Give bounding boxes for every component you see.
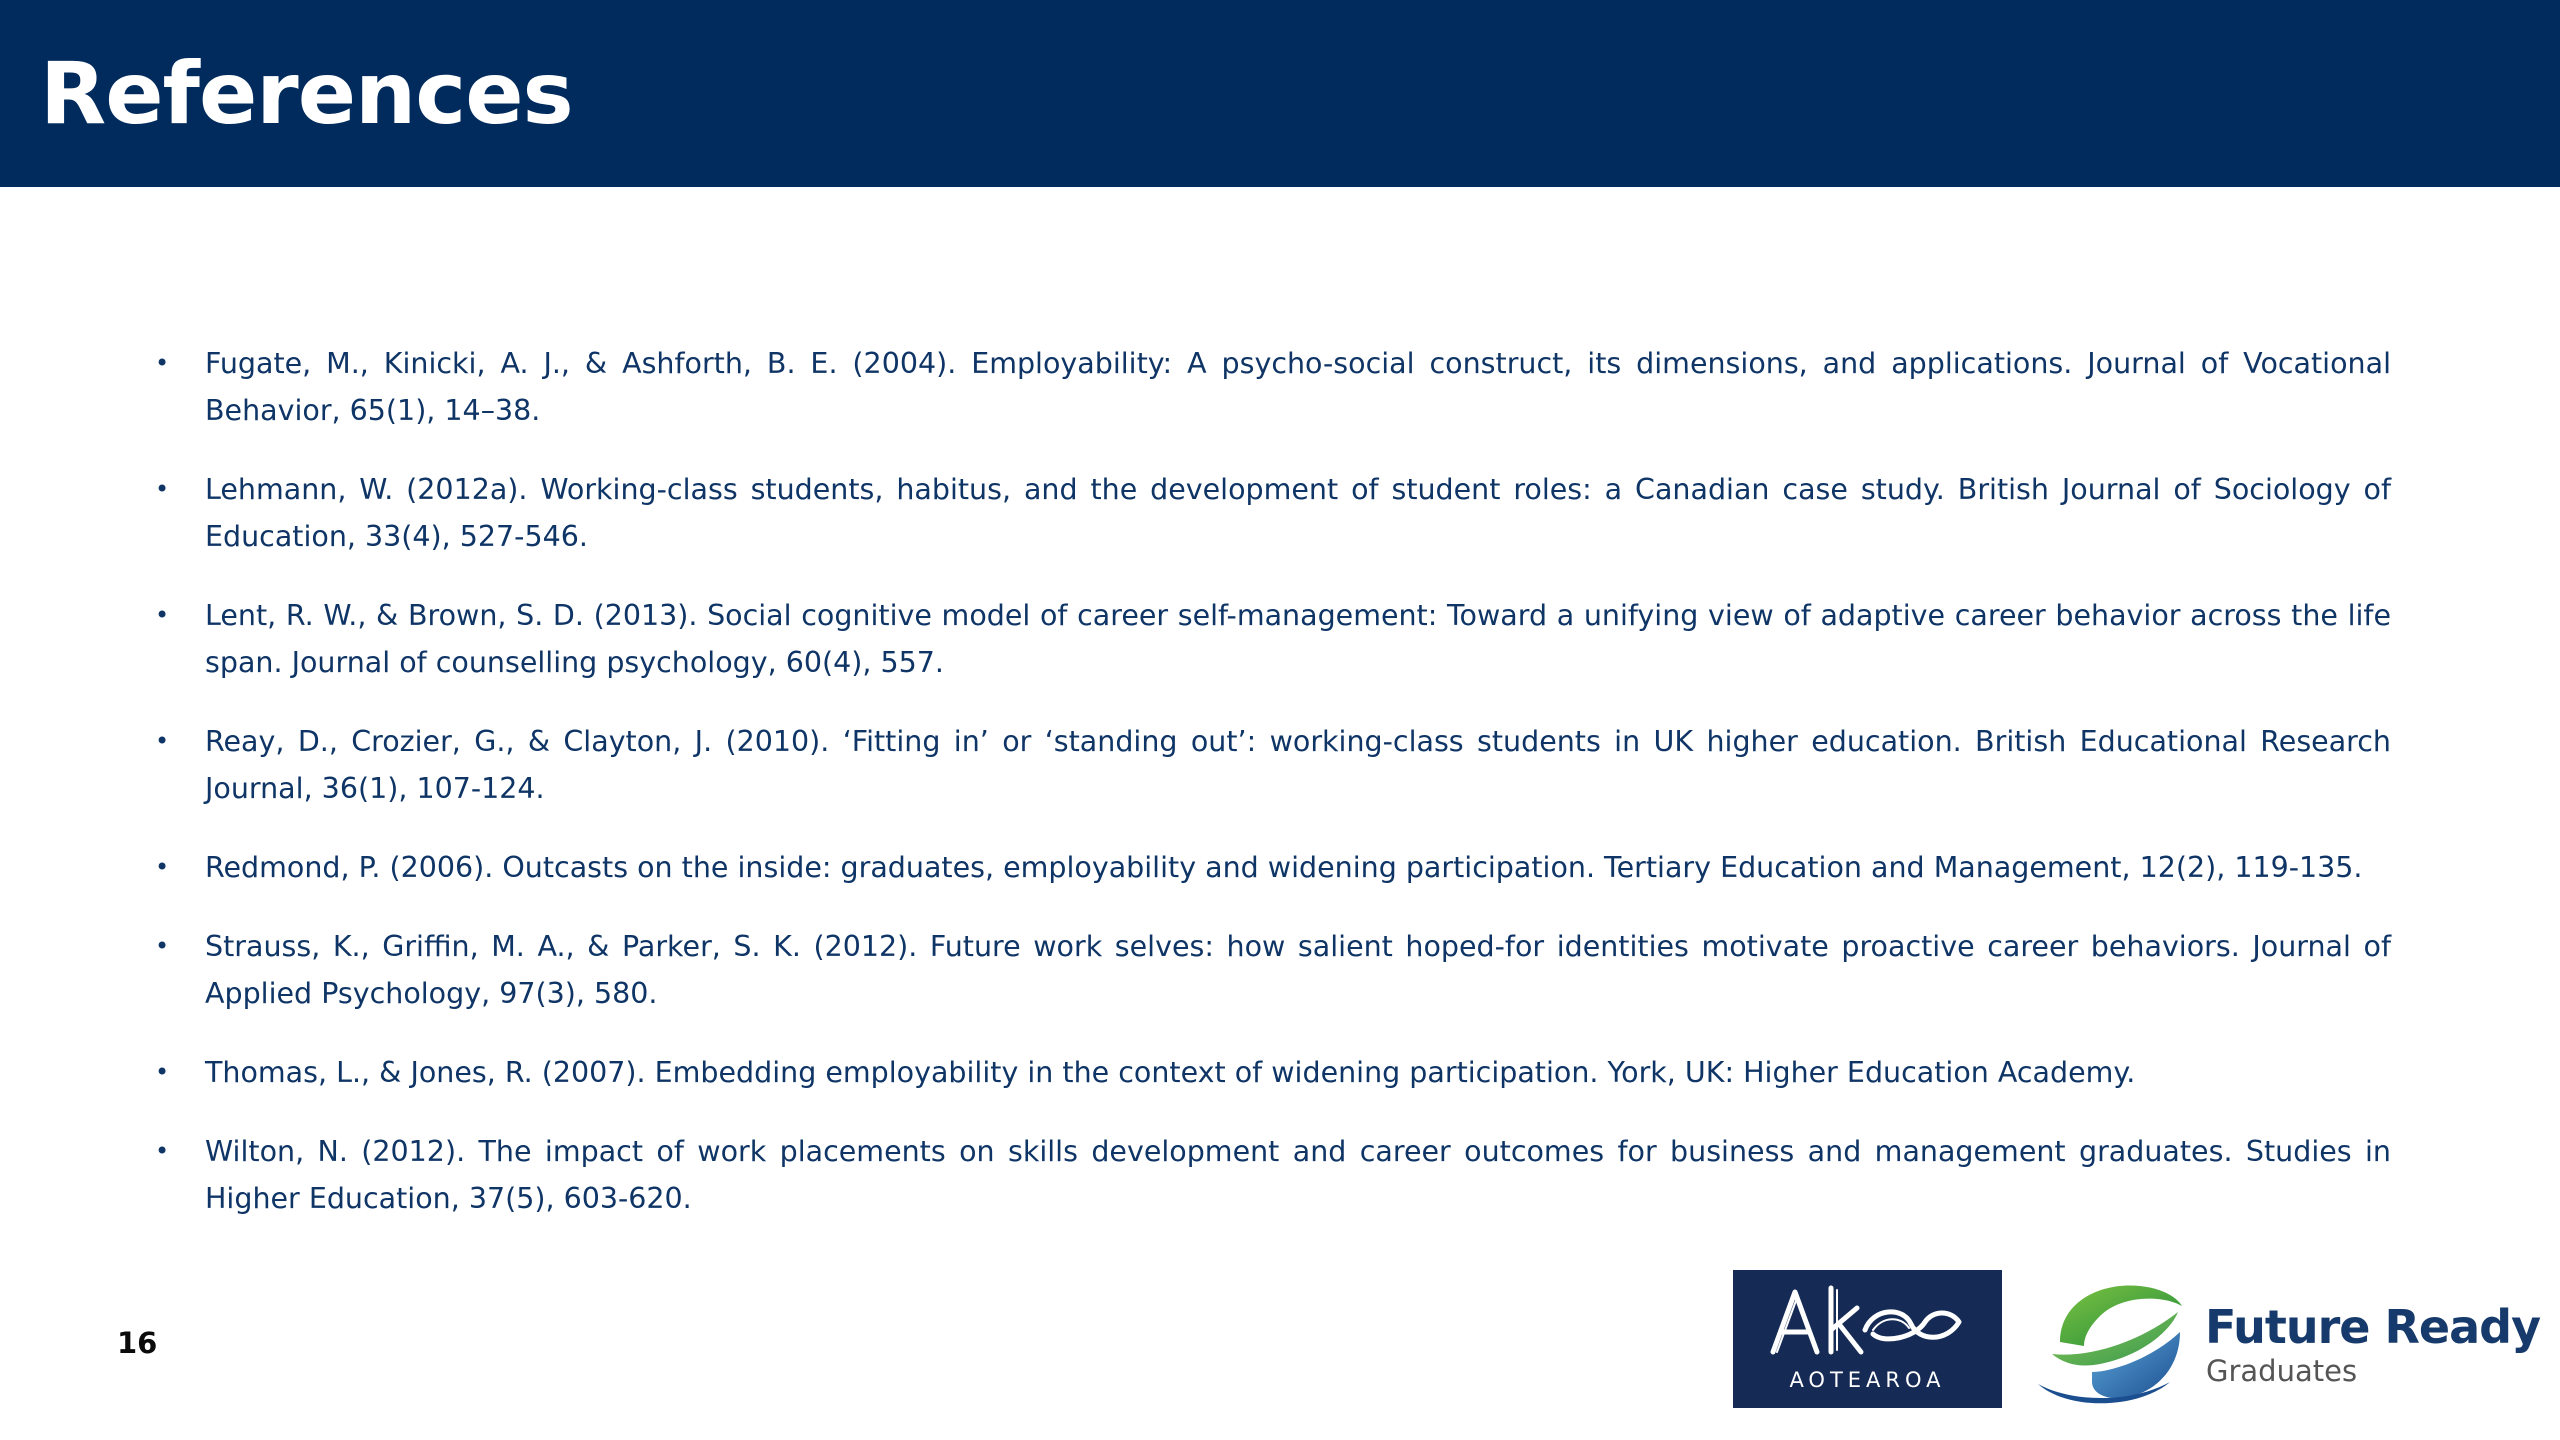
future-ready-graduates-logo xyxy=(2030,1272,2541,1412)
ako-subtitle: AOTEAROA xyxy=(1789,1368,1946,1392)
future-ready-name: Future Ready xyxy=(2205,1300,2541,1354)
bullet-icon: • xyxy=(155,727,170,755)
bullet-icon: • xyxy=(155,932,170,960)
reference-item xyxy=(155,466,2391,560)
reference-text: Wilton, N. (2012). The impact of work placements on skills development and career outcomes for business and management graduates. Studies in Higher Education, 37(5), 603-620. xyxy=(205,1135,2391,1215)
reference-item xyxy=(155,592,2391,686)
bullet-icon: • xyxy=(155,1137,170,1165)
bullet-icon: • xyxy=(155,349,170,377)
future-ready-subtitle: Graduates xyxy=(2206,1354,2358,1388)
globe-swoosh-icon xyxy=(2030,1272,2190,1412)
reference-item xyxy=(155,844,2391,891)
ako-aotearoa-logo xyxy=(1733,1270,2002,1408)
bullet-icon: • xyxy=(155,1058,170,1086)
bullet-icon: • xyxy=(155,475,170,503)
ako-wordmark-icon xyxy=(1733,1270,2002,1370)
header-bar xyxy=(0,0,2560,187)
reference-item xyxy=(155,1128,2391,1222)
page-number: 16 xyxy=(117,1326,158,1360)
reference-item xyxy=(155,718,2391,812)
reference-text: Lehmann, W. (2012a). Working-class students, habitus, and the development of student roles: a Canadian case study. British Journal of Sociology of Education, 33(4), 527-546. xyxy=(205,473,2391,553)
reference-text: Thomas, L., & Jones, R. (2007). Embedding employability in the context of widening participation. York, UK: Higher Education Academy. xyxy=(205,1056,2136,1089)
reference-list xyxy=(155,340,2391,1254)
bullet-icon: • xyxy=(155,853,170,881)
reference-text: Lent, R. W., & Brown, S. D. (2013). Social cognitive model of career self-management: Toward a unifying view of adaptive career behavior across the life span. Journal of counselling psychology, 60(4), 557. xyxy=(205,599,2391,679)
reference-item xyxy=(155,923,2391,1017)
reference-item xyxy=(155,1049,2391,1096)
reference-text: Redmond, P. (2006). Outcasts on the inside: graduates, employability and widening participation. Tertiary Education and Management, 12(2), 119-135. xyxy=(205,851,2363,884)
reference-text: Strauss, K., Griffin, M. A., & Parker, S. K. (2012). Future work selves: how salient hoped-for identities motivate proactive career behaviors. Journal of Applied Psychology, 97(3), 580. xyxy=(205,930,2391,1010)
reference-text: Reay, D., Crozier, G., & Clayton, J. (2010). ‘Fitting in’ or ‘standing out’: working‐class students in UK higher education. British Educational Research Journal, 36(1), 107-124. xyxy=(205,725,2391,805)
bullet-icon: • xyxy=(155,601,170,629)
reference-item xyxy=(155,340,2391,434)
reference-text: Fugate, M., Kinicki, A. J., & Ashforth, B. E. (2004). Employability: A psycho-social construct, its dimensions, and applications. Journal of Vocational Behavior, 65(1), 14–38. xyxy=(205,347,2391,427)
page-title: References xyxy=(40,44,573,144)
